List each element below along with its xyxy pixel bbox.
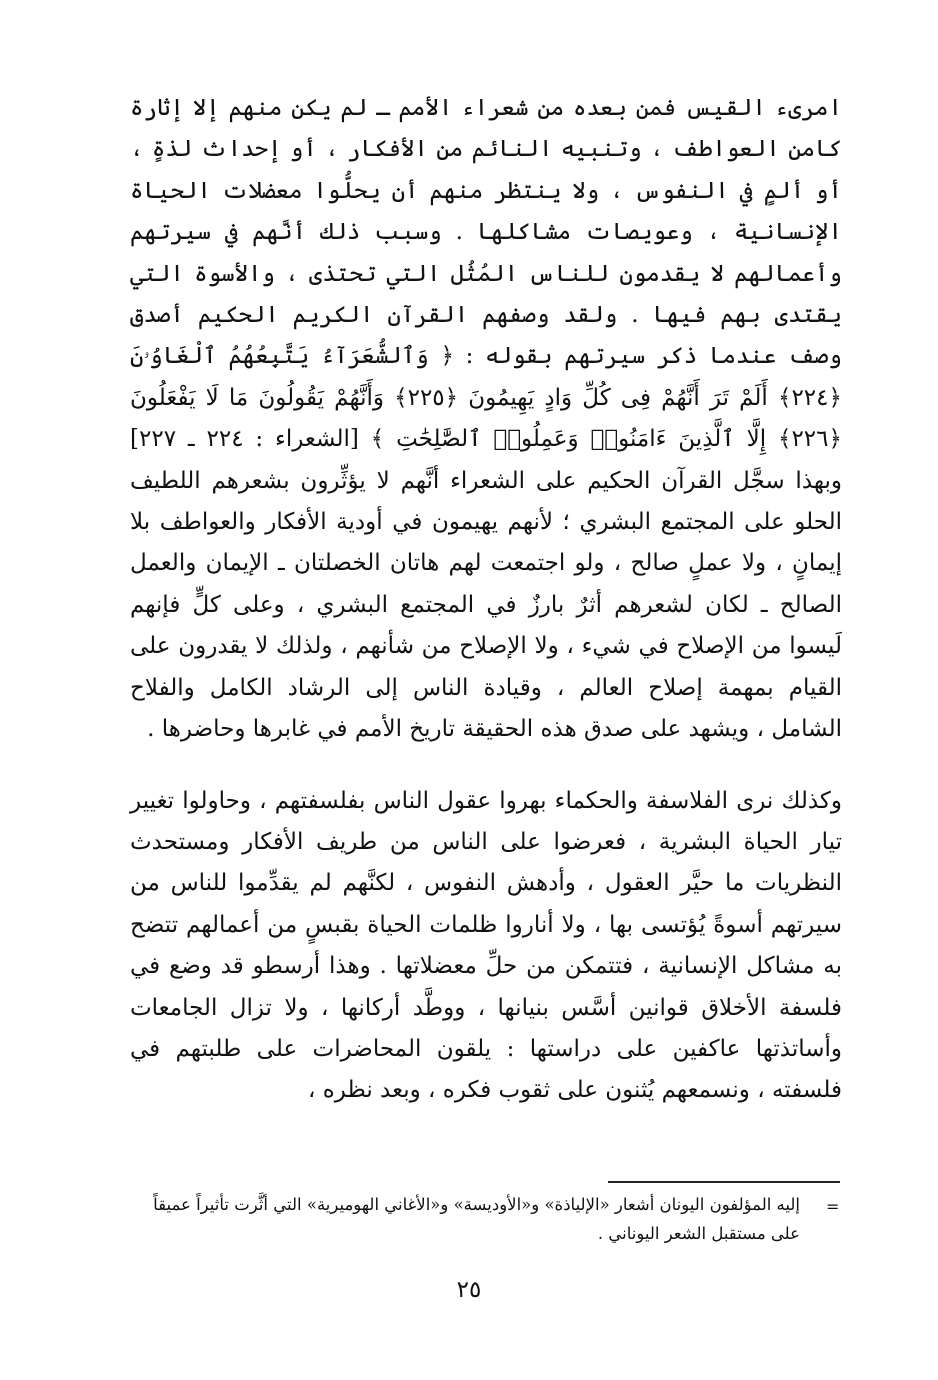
body-paragraph-1: امرىء القيس فمن بعده من شعراء الأمم ـ لم يكن منهم إلا إثارة كامن العواطف ، وتنبيه النائم من الأفكار ، أو إحداث لذةٍ ، أو ألمٍ في النفوس ، ولا ينتظر منهم أن يحلُّوا معضلات الحياة الإنسانية ، وعويصات مشاكلها . وسبب ذلك أنَّهم في سيرتهم وأعمالهم لا يقدمون للناس المُثُل التي تحتذى ، والأسوة التي يقتدى بهم فيها . ولقد وصفهم القرآن الكريم الحكيم أصدق وصف عندما ذكر سيرتهم بقوله : ﴿ وَٱلشُّعَرَآءُ يَتَّبِعُهُمُ ٱلْغَاوُۥنَ ﴿٢٢٤﴾ أَلَمْ تَرَ أَنَّهُمْ فِى كُلِّ وَادٍ يَهِيمُونَ ﴿٢٢٥﴾ وَأَنَّهُمْ يَقُولُونَ مَا لَا يَفْعَلُونَ ﴿٢٢٦﴾ إِلَّا ٱلَّذِينَ ءَامَنُوا۟ وَعَمِلُوا۟ ٱلصَّٰلِحَٰتِ ﴾ [الشعراء : ٢٢٤ ـ ٢٢٧] وبهذا سجَّل القرآن الحكيم على الشعراء أنَّهم لا يؤثِّرون بشعرهم اللطيف الحلو على المجتمع البشري ؛ لأنهم يهيمون في أودية الأفكار والعواطف بلا إيمانٍ ، ولا عملٍ صالح ، ولو اجتمعت لهم هاتان الخصلتان ـ الإيمان والعمل الصالح ـ لكان لشعرهم أثرٌ بارزٌ في المجتمع البشري ، وعلى كلٍّ فإنهم لَيسوا من الإصلاح في شيء ، ولا الإصلاح من شأنهم ، ولذلك لا يقدرون على القيام بمهمة إصلاح العالم ، وقيادة الناس إلى الرشاد الكامل والفلاح الشامل ، ويشهد على صدق هذه الحقيقة تاريخ الأمم في غابرها وحاضرها .: [130, 95, 842, 743]
footnote-text: إليه المؤلفون اليونان أشعار «الإلياذة» و«الأوديسة» و«الأغاني الهوميرية» التي أثَّرت تأثيراً عميقاً على مستقبل الشعر اليوناني .: [153, 1195, 800, 1243]
body-paragraph-2: وكذلك نرى الفلاسفة والحكماء بهروا عقول الناس بفلسفتهم ، وحاولوا تغيير تيار الحياة البشرية ، فعرضوا على الناس من طريف الأفكار ومستحدث النظريات ما حيَّر العقول ، وأدهش النفوس ، لكنَّهم لم يقدِّموا للناس من سيرتهم أسوةً يُؤتسى بها ، ولا أناروا ظلمات الحياة بقبسٍ من أعمالهم تتضح به مشاكل الإنسانية ، فتتمكن من حلِّ معضلاتها . وهذا أرسطو قد وضع في فلسفة الأخلاق قوانين أسَّس بنيانها ، ووطَّد أركانها ، ولا تزال الجامعات وأساتذتها عاكفين على دراستها : يلقون المحاضرات على طلبتهم في فلسفته ، ونسمعهم يُثنون على ثقوب فكره ، وبعد نظره ،: [130, 787, 843, 1104]
footnote-divider: [608, 1181, 840, 1183]
page-number: ٢٥: [456, 1277, 482, 1303]
page-body: [130, 88, 842, 1112]
footnote-continuation-marker: =: [826, 1197, 840, 1216]
